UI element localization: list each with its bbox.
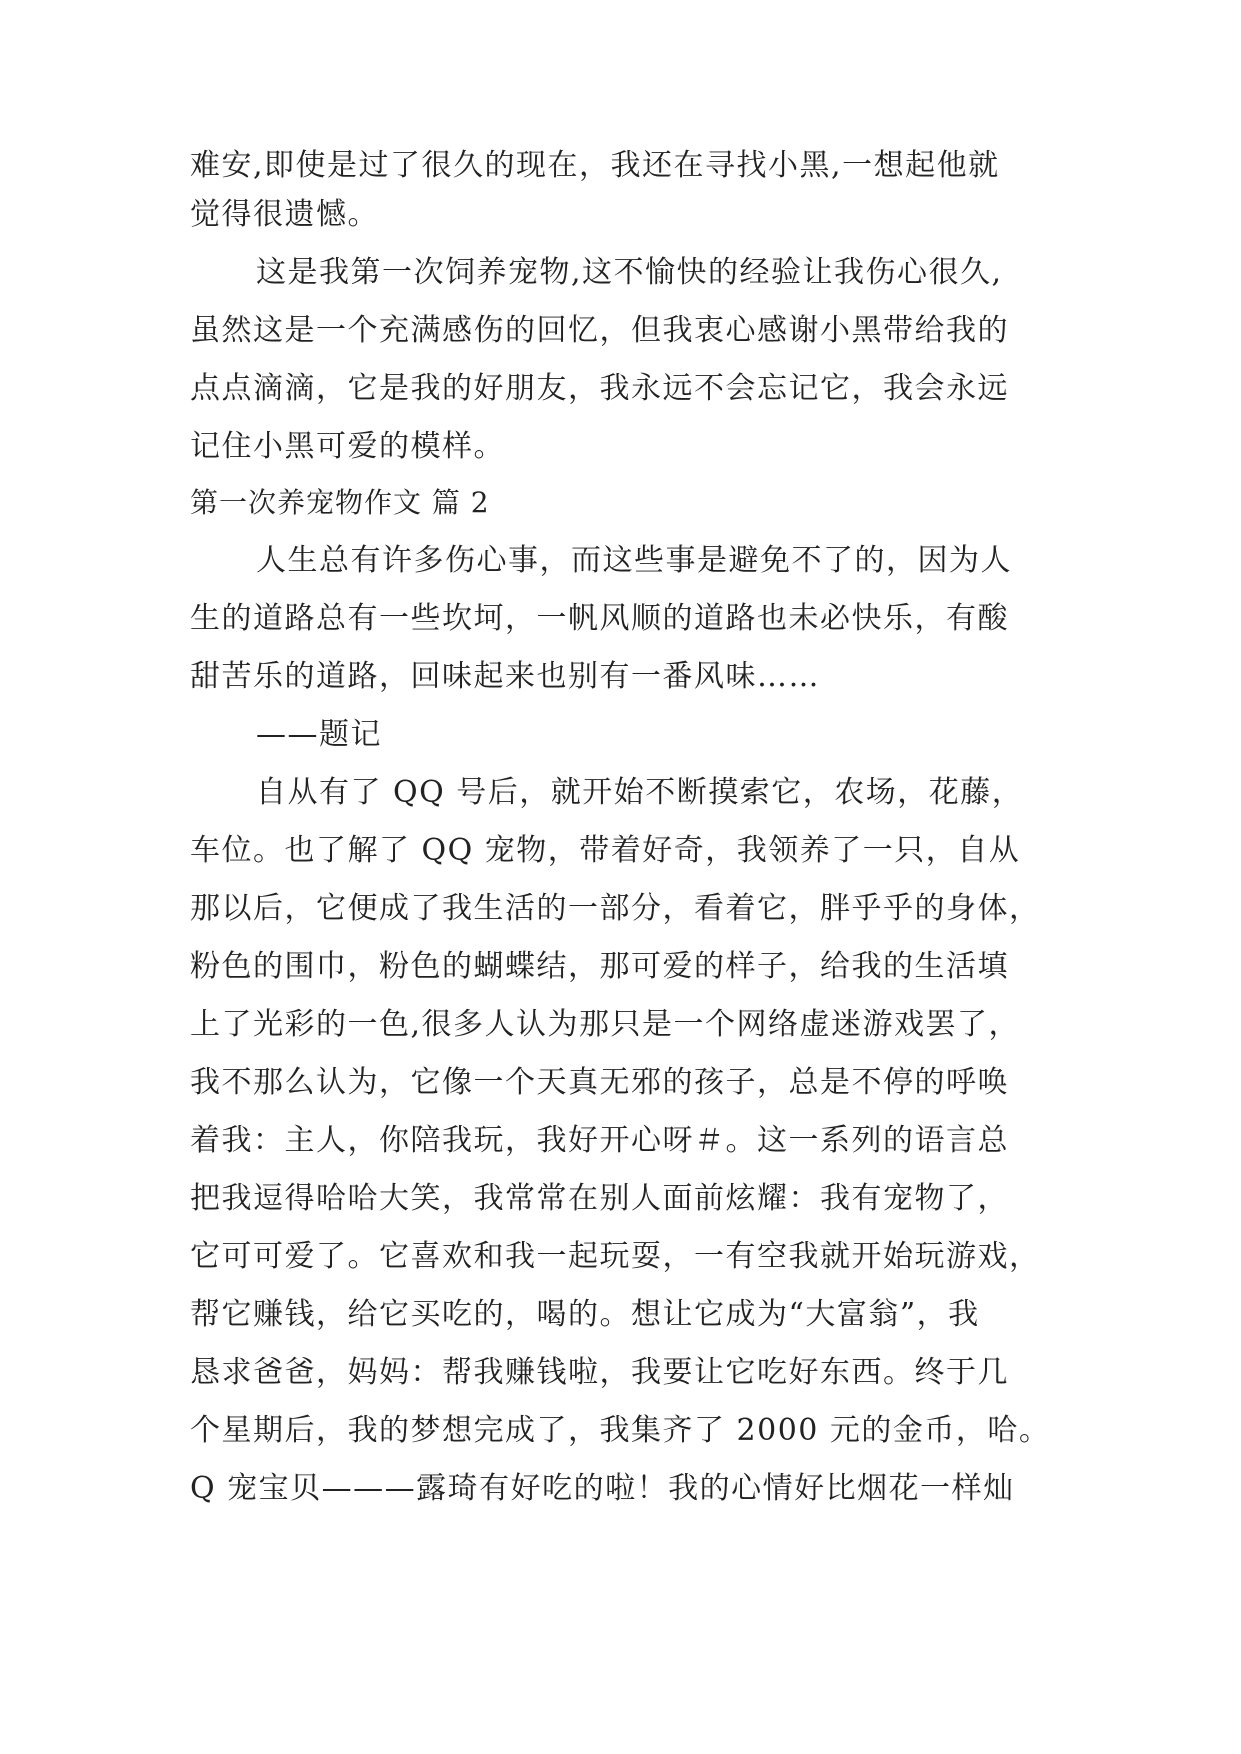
text-line: 帮它赚钱，给它买吃的，喝的。想让它成为“大富翁”，我 bbox=[190, 1297, 980, 1332]
text-line: 甜苦乐的道路，回味起来也别有一番风味…… bbox=[190, 659, 820, 694]
epigraph-attribution: ——题记 bbox=[256, 717, 382, 752]
text-line: 那以后，它便成了我生活的一部分，看着它，胖乎乎的身体， bbox=[190, 891, 1041, 926]
text-line: 虽然这是一个充满感伤的回忆，但我衷心感谢小黑带给我的 bbox=[190, 313, 1009, 348]
text-line: 着我：主人，你陪我玩，我好开心呀＃。这一系列的语言总 bbox=[190, 1123, 1009, 1158]
text-line: 难安,即使是过了很久的现在，我还在寻找小黑,一想起他就 bbox=[190, 148, 1000, 183]
text-line: 觉得很遗憾。 bbox=[190, 197, 379, 232]
paragraph-first-line: 这是我第一次饲养宠物,这不愉快的经验让我伤心很久, bbox=[256, 255, 1003, 290]
text-line: 车位。也了解了 QQ 宠物，带着好奇，我领养了一只，自从 bbox=[190, 833, 1021, 868]
text-line: Q 宠宝贝———露琦有好吃的啦！我的心情好比烟花一样灿 bbox=[190, 1471, 1015, 1506]
paragraph-first-line: 人生总有许多伤心事，而这些事是避免不了的，因为人 bbox=[256, 543, 1012, 578]
text-line: 我不那么认为，它像一个天真无邪的孩子，总是不停的呼唤 bbox=[190, 1065, 1009, 1100]
text-line: 个星期后，我的梦想完成了，我集齐了 2000 元的金币，哈。 bbox=[190, 1413, 1051, 1448]
text-line: 上了光彩的一色,很多人认为那只是一个网络虚迷游戏罢了， bbox=[190, 1007, 1021, 1042]
text-line: 生的道路总有一些坎坷，一帆风顺的道路也未必快乐，有酸 bbox=[190, 601, 1009, 636]
text-line: 恳求爸爸，妈妈：帮我赚钱啦，我要让它吃好东西。终于几 bbox=[190, 1355, 1009, 1390]
text-line: 把我逗得哈哈大笑，我常常在别人面前炫耀：我有宠物了， bbox=[190, 1181, 1009, 1216]
text-line: 点点滴滴，它是我的好朋友，我永远不会忘记它，我会永远 bbox=[190, 371, 1009, 406]
text-line: 粉色的围巾，粉色的蝴蝶结，那可爱的样子，给我的生活填 bbox=[190, 949, 1009, 984]
text-line: 它可可爱了。它喜欢和我一起玩耍，一有空我就开始玩游戏， bbox=[190, 1239, 1041, 1274]
paragraph-first-line: 自从有了 QQ 号后，就开始不断摸索它，农场，花藤， bbox=[256, 775, 1024, 810]
text-line: 记住小黑可爱的模样。 bbox=[190, 429, 505, 464]
section-heading: 第一次养宠物作文 篇 2 bbox=[190, 486, 490, 519]
